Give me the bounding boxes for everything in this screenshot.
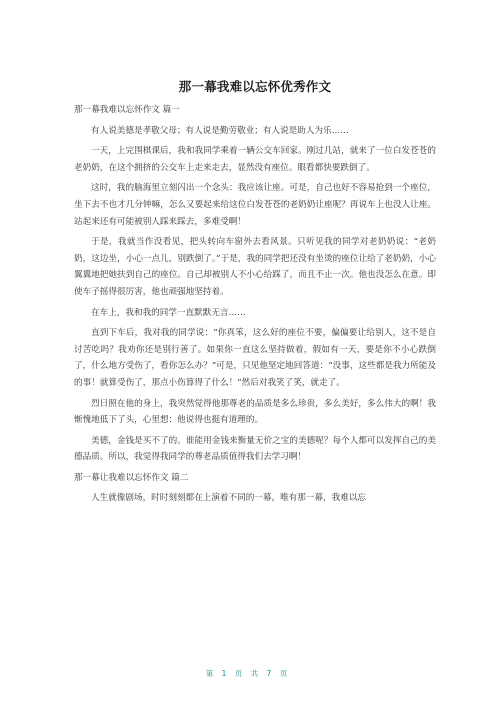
section-heading: 那一幕让我难以忘怀作文 篇二 — [74, 472, 189, 483]
paragraph: 一天，上完围棋课后，我和我同学乘着一辆公交车回家。刚过几站，就来了一位白发苍苍的老奶奶，在这个拥挤的公交车上走来走去，显然没有座位。眼看都快要跌倒了。 — [74, 146, 436, 173]
paragraph: 直到下车后，我对我的同学说：“你真笨，这么好的座位不要，偏偏要让给别人，这不是自讨苦吃吗？我劝你还是别行善了。如果你一直这么坚持做着，假如有一天，要是你不小心跌倒了，什么地方受伤了，看你怎么办？”可是，只见他坚定地回答道：“没事，这些都是我力所能及的事！就算受伤了，那点小伤算得了什么！”然后对我笑了笑，就走了。 — [74, 328, 436, 388]
paragraph: 有人说美德是孝敬父母；有人说是勤劳敬业；有人说是助人为乐…… — [91, 125, 349, 136]
paragraph: 人生就像剧场，时时刻刻都在上演着不同的一幕，唯有那一幕，我难以忘 — [91, 493, 367, 504]
paragraph: 这时，我的脑海里立刻闪出一个念头：我应该让座。可是，自己也好不容易抢到一个座位，坐下去不也才几分钟嘛，怎么又要起来给这位白发苍苍的老奶奶让座呢？再说车上也没人让座。站起来还有可能被别人踩来踩去，多难受啊！ — [74, 183, 436, 227]
paragraph: 在车上，我和我的同学一直默默无言…… — [91, 307, 246, 318]
paragraph: 美德，金钱是买不了的。谁能用金钱来衡量无价之宝的美德呢？每个人都可以发挥自己的美德品质。所以，我觉得我同学的尊老品质值得我们去学习啊！ — [74, 435, 436, 463]
page-footer: 第 1 页 共 7 页 — [205, 669, 291, 678]
paragraph: 于是，我就当作没看见，把头转向车窗外去看风景。只听见我的同学对老奶奶说：“老奶奶，这边坐，小心一点儿，别跌倒了。”于是，我的同学把还没有坐烫的座位让给了老奶奶，小心翼翼地把她扶到自己的座位。自己却被别人不小心给踩了，而且不止一次。他也没怎么在意。即使车子摇得很厉害，他也顽强地坚持着。 — [74, 237, 436, 297]
document-title: 那一幕我难以忘怀优秀作文 — [178, 79, 332, 94]
paragraph: 烈日照在他的身上，我突然觉得他那尊老的品质是多么珍贵，多么美好，多么伟大的啊！我惭愧地低下了头，心里想：他说得也挺有道理的。 — [74, 398, 436, 426]
section-heading: 那一幕我难以忘怀作文 篇一 — [74, 105, 180, 115]
document-body — [74, 102, 436, 507]
